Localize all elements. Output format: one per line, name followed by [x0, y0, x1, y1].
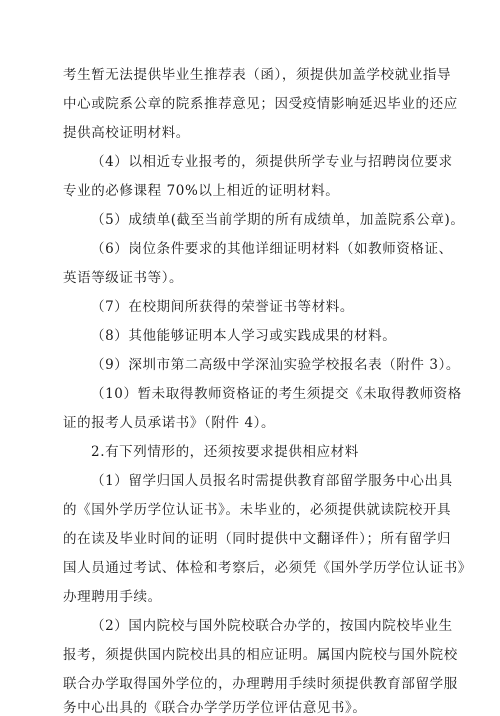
subitem-1-line: 国人员通过考试、体检和考察后，必须凭《国外学历学位认证书》 — [63, 560, 472, 576]
subitem-1-line: 的《国外学历学位认证书》。未毕业的，必须提供就读院校开具 — [63, 502, 452, 518]
list-item-9: （9）深圳市第二高级中学深汕实验学校报名表（附件 3）。 — [91, 357, 461, 373]
subitem-2-line: 务中心出具的《联合办学学历学位评估意见书》。 — [63, 700, 367, 716]
list-item-10-line: 证的报考人员承诺书》（附件 4）。 — [63, 415, 276, 431]
subitem-1-line: （1）留学归国人员报名时需提供教育部留学服务中心出具 — [91, 473, 453, 489]
subitem-1-line: 的在读及毕业时间的证明（同时提供中文翻译件）；所有留学归 — [63, 531, 452, 547]
list-item-4-line: （4）以相近专业报考的，须提供所学专业与招聘岗位要求 — [91, 154, 453, 170]
subitem-2-line: 报考，须提供国内院校出具的相应证明。属国内院校与国外院校 — [63, 647, 458, 663]
subitem-2-line: 联合办学取得国外学位的，办理聘用手续时须提供教育部留学服 — [63, 676, 458, 692]
paragraph-line: 考生暂无法提供毕业生推荐表（函），须提供加盖学校就业指导 — [63, 67, 452, 83]
list-item-5: （5）成绩单(截至当前学期的所有成绩单，加盖院系公章)。 — [91, 212, 465, 228]
list-item-8: （8）其他能够证明本人学习或实践成果的材料。 — [91, 328, 397, 344]
paragraph-line: 中心或院系公章的院系推荐意见；因受疫情影响延迟毕业的还应 — [63, 96, 458, 112]
paragraph-line: 提供高校证明材料。 — [63, 125, 190, 141]
subitem-1-line: 办理聘用手续。 — [63, 589, 162, 605]
section-heading: 2.有下列情形的，还须按要求提供相应材料 — [91, 444, 359, 460]
list-item-6-line: 英语等级证书等）。 — [63, 270, 184, 286]
list-item-10-line: （10）暂未取得教师资格证的考生须提交《未取得教师资格 — [91, 386, 462, 402]
subitem-2-line: （2）国内院校与国外院校联合办学的，按国内院校毕业生 — [91, 618, 453, 634]
list-item-4-line: 专业的必修课程 70%以上相近的证明材料。 — [63, 183, 340, 199]
list-item-7: （7）在校期间所获得的荣誉证书等材料。 — [91, 299, 354, 315]
list-item-6-line: （6）岗位条件要求的其他详细证明材料（如教师资格证、 — [91, 241, 453, 257]
